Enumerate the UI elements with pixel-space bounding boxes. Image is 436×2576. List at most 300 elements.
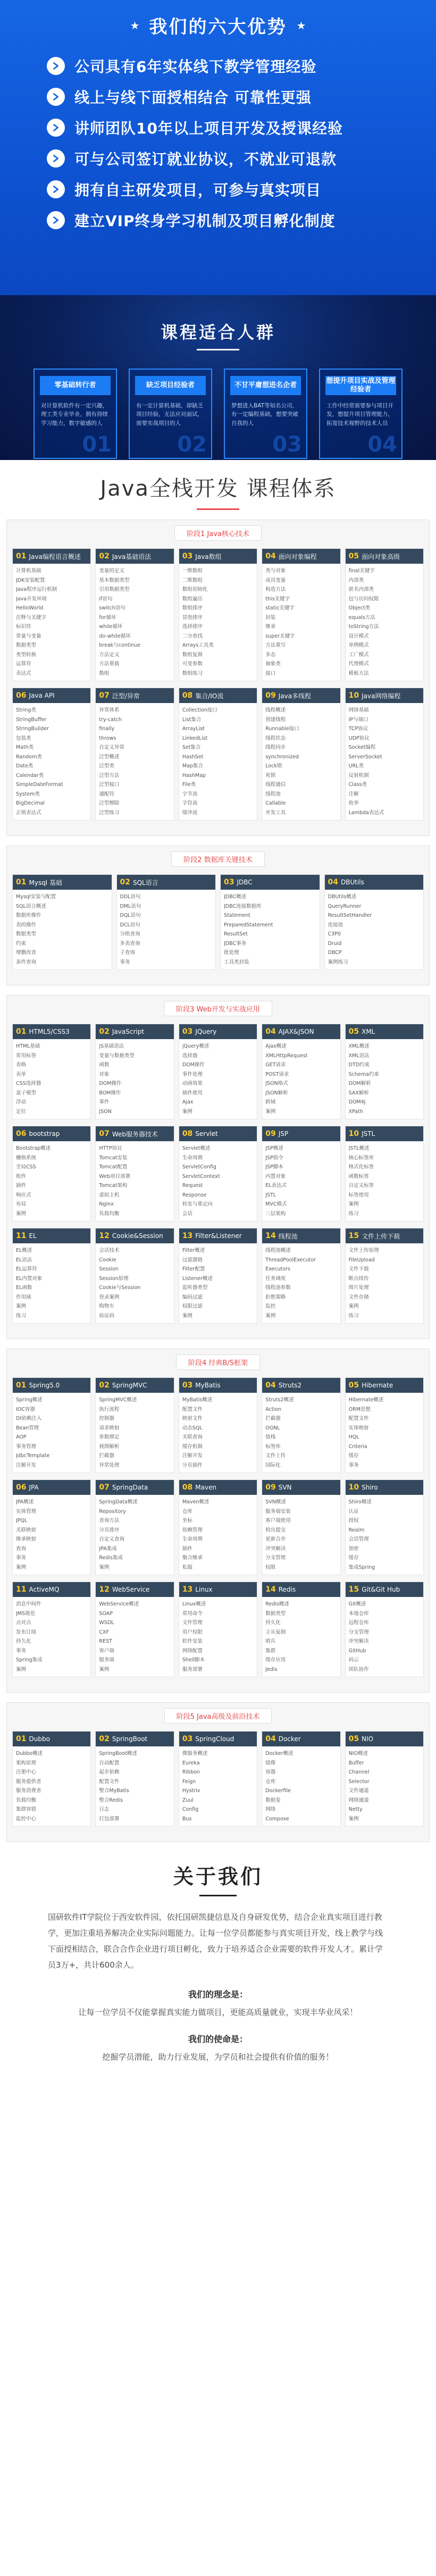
module-topic: 拦截器 [99, 1453, 114, 1459]
module-topic: 运算符 [16, 661, 31, 667]
module-topic: POST请求 [265, 1071, 289, 1077]
module-topic: TCP协议 [348, 726, 368, 732]
module-topic: 软件安装 [182, 1638, 203, 1644]
module-card [220, 874, 320, 970]
module-topic: 泛型擦除 [99, 800, 120, 806]
module-topic-list [13, 1243, 90, 1323]
module-topic: Calendar类 [16, 772, 44, 779]
module-topic: 线程池概述 [265, 1248, 291, 1253]
audience-card-desc: 对计算机软件有一定兴趣，理工类专业毕业，拥有持续学习能力，数字敏感的人 [41, 403, 108, 426]
module-topic: 练习 [348, 1210, 359, 1217]
module-topic: 集群容错 [16, 1806, 37, 1812]
module-topic: 通配符 [99, 791, 114, 797]
module-topic-list [262, 564, 340, 681]
module-title: Git&Git Hub [362, 1586, 400, 1593]
module-topic-list [96, 1141, 173, 1221]
module-topic: ResultSetHandler [328, 913, 372, 918]
module-header [13, 1582, 90, 1597]
module-topic: try-catch [99, 716, 122, 723]
module-topic: 响应式 [16, 1192, 31, 1198]
module-topic: 登录案例 [99, 1294, 120, 1300]
module-topic: Action [265, 1406, 281, 1412]
module-topic: 生命周期 [182, 1155, 203, 1161]
module-topic: HashMap [182, 772, 206, 779]
module-topic: 反射机制 [348, 772, 369, 779]
module-topic: 查询 [16, 1545, 27, 1552]
title-underline [197, 349, 239, 350]
module-topic: Tomcat架构 [99, 1183, 128, 1189]
module-topic: CXF [99, 1629, 110, 1635]
module-title: 文件上传下载 [362, 1232, 400, 1240]
module-card [12, 1024, 91, 1119]
module-topic: 案例 [348, 1201, 359, 1207]
module-topic: 接口 [265, 670, 276, 676]
module-title: Struts2 [278, 1382, 302, 1389]
module-topic: GitHub [348, 1647, 366, 1654]
module-topic: 事件 [99, 1099, 110, 1105]
module-topic: System类 [16, 791, 40, 797]
module-topic: Maven概述 [182, 1499, 209, 1505]
module-title: Redis [278, 1586, 296, 1593]
module-topic: 网络 [265, 1806, 276, 1812]
module-topic: 内部类 [348, 577, 364, 583]
module-number: 07 [99, 1130, 110, 1138]
module-topic: SimpleDateFormat [16, 782, 63, 788]
module-topic: 镜像 [265, 1760, 276, 1766]
module-number: 06 [16, 1483, 27, 1492]
module-topic: 子查询 [120, 950, 136, 956]
module-topic: 案例 [99, 1564, 110, 1570]
module-card [345, 1228, 424, 1324]
module-topic: 过滤器链 [182, 1257, 203, 1263]
module-title: JDBC [237, 879, 253, 886]
module-topic: 注册中心 [16, 1769, 37, 1775]
module-topic-list [179, 1746, 257, 1826]
module-topic: JSP脚本 [265, 1164, 283, 1170]
stage-header [12, 1001, 424, 1016]
module-number: 11 [16, 1232, 27, 1240]
module-number: 02 [99, 552, 110, 561]
audience-card-label: 不甘平庸想进名企者 [230, 376, 301, 395]
module-topic: Runnable接口 [265, 726, 299, 732]
module-header [262, 1228, 340, 1243]
module-card [179, 1126, 257, 1222]
module-topic: 继承映射 [16, 1536, 37, 1542]
module-topic-list [96, 1039, 173, 1119]
module-header [179, 1732, 257, 1746]
module-topic: HTML基础 [16, 1043, 40, 1049]
module-topic: 插件 [182, 1545, 192, 1552]
advantages-list [0, 51, 436, 236]
module-topic: jQuery概述 [182, 1043, 209, 1049]
module-topic: 批处理 [224, 950, 239, 956]
module-topic-list [13, 1393, 90, 1473]
module-topic: 远程仓库 [348, 1620, 369, 1626]
module-title: Java API [29, 692, 55, 699]
module-topic-list [13, 1039, 90, 1119]
module-topic: 点对点 [16, 1620, 31, 1626]
module-row [12, 688, 424, 821]
module-header [13, 1732, 90, 1746]
module-row [12, 1731, 424, 1827]
module-topic: 代理模式 [348, 661, 369, 667]
module-topic-list [179, 1141, 257, 1221]
module-number: 04 [265, 552, 276, 561]
module-row [12, 1126, 424, 1222]
module-number: 05 [348, 552, 359, 561]
module-topic: 线程概述 [265, 707, 286, 713]
module-topic: 依赖管理 [182, 1527, 203, 1533]
module-number: 02 [99, 1027, 110, 1036]
module-topic: 架构原理 [16, 1760, 37, 1766]
module-header [13, 1126, 90, 1141]
advantages-title: 我们的六大优势 [149, 16, 287, 38]
module-topic: Bean管理 [16, 1425, 39, 1431]
arrow-right-icon [47, 149, 65, 168]
module-topic: 实体映射 [348, 1425, 369, 1431]
module-topic-list [346, 703, 423, 820]
module-topic: 自定义查询 [99, 1536, 124, 1542]
module-topic: 表达式 [16, 670, 31, 676]
audience-card-desc: 梦想进入BAT等知名公司，有一定编程基础，想要突破自我的人 [231, 403, 298, 426]
module-topic: 泛型类 [99, 763, 114, 769]
module-topic: 缓存机制 [182, 1443, 203, 1450]
module-topic: LinkedList [182, 735, 208, 741]
module-card [345, 548, 424, 681]
module-topic: 模板方法 [348, 670, 369, 676]
module-topic: 泛型练习 [99, 809, 120, 816]
module-topic: Object类 [348, 605, 371, 611]
module-header [96, 1582, 173, 1597]
audience-card [224, 369, 307, 459]
module-topic: 负载均衡 [16, 1797, 37, 1803]
advantage-text: 建立VIP终身学习机制及项目孵化制度 [74, 212, 336, 230]
module-topic: 常用命令 [182, 1610, 203, 1617]
about-section [0, 1842, 436, 2071]
module-header [13, 1228, 90, 1243]
module-topic: 线程状态 [265, 735, 286, 741]
module-header [13, 1378, 90, 1393]
module-topic: Filter配置 [182, 1266, 205, 1272]
module-topic: final关键字 [348, 568, 375, 574]
module-header [13, 549, 90, 564]
module-topic: 案例 [348, 1303, 359, 1309]
module-topic: AOP [16, 1434, 27, 1440]
module-topic-list [13, 1141, 90, 1221]
module-topic: 案例 [16, 1666, 27, 1672]
module-topic-list [262, 1597, 340, 1677]
module-topic: Arrays工具类 [182, 642, 214, 648]
module-topic: break与continue [99, 642, 141, 648]
module-topic: 国际化 [265, 1462, 281, 1468]
module-title: Servlet [195, 1130, 218, 1138]
module-title: EL [29, 1232, 37, 1240]
module-topic: 成员变量 [265, 577, 286, 583]
module-card [345, 1377, 424, 1473]
module-number: 04 [265, 1735, 276, 1743]
module-topic: Spring概述 [16, 1397, 43, 1403]
module-topic: 缓冲流 [182, 809, 198, 816]
module-number: 01 [16, 1027, 27, 1036]
module-topic: 多态 [265, 651, 276, 658]
module-card [262, 1377, 340, 1473]
module-topic: Java开发环境 [16, 596, 47, 602]
module-header [262, 1378, 340, 1393]
module-topic: 本地仓库 [348, 1610, 369, 1617]
module-topic: SVN概述 [265, 1499, 286, 1505]
module-topic: 案例 [16, 1210, 27, 1217]
module-topic: 连接池 [328, 922, 343, 928]
module-card [116, 874, 216, 970]
module-card [95, 548, 174, 681]
module-card [12, 1377, 91, 1473]
module-topic: JS基础语法 [99, 1043, 124, 1049]
module-card [12, 1582, 91, 1677]
module-topic: 缓存应用 [265, 1657, 286, 1663]
module-topic: 三层架构 [265, 1210, 286, 1217]
module-topic: File类 [182, 782, 196, 788]
module-topic: 拦截器 [265, 1416, 281, 1421]
bottom-spacer [0, 2062, 436, 2071]
module-title: DBUtils [340, 879, 364, 886]
module-number: 10 [348, 691, 359, 700]
module-topic-list [179, 1243, 257, 1323]
module-card [262, 1731, 340, 1827]
module-topic: 数组练习 [182, 670, 203, 676]
module-topic: 团队协作 [348, 1666, 369, 1672]
module-topic: 认证 [348, 1508, 359, 1515]
module-topic: NIO概述 [348, 1751, 368, 1757]
module-topic: 数组排序 [182, 605, 203, 611]
module-topic: 图片处理 [348, 1285, 369, 1291]
module-topic: 购物车 [99, 1303, 114, 1309]
module-topic: 变量与数据类型 [99, 1052, 135, 1059]
module-title: JQuery [195, 1028, 217, 1035]
module-topic: 客户端使用 [265, 1518, 291, 1524]
module-topic: Hibernate概述 [348, 1397, 384, 1403]
module-header [262, 1126, 340, 1141]
module-topic-list [179, 1039, 257, 1119]
module-topic: 执行流程 [99, 1406, 120, 1412]
module-topic: 集群 [265, 1647, 276, 1654]
module-topic: Ajax概述 [265, 1043, 287, 1049]
module-title: Java数组 [195, 553, 222, 561]
module-number: 06 [16, 1130, 27, 1138]
module-card [179, 1377, 257, 1473]
module-topic: HQL [348, 1434, 359, 1440]
module-topic: 持久化 [265, 1620, 281, 1626]
module-topic: 自动配置 [99, 1760, 120, 1766]
module-topic: 变量的定义 [99, 568, 124, 574]
module-number: 02 [99, 1735, 110, 1743]
module-topic: 编码过滤 [182, 1294, 203, 1300]
module-topic: 冲突解决 [265, 1545, 286, 1552]
module-topic: for循环 [99, 614, 116, 621]
module-topic: 抽象类 [265, 661, 281, 667]
module-number: 13 [182, 1585, 193, 1594]
module-header [13, 688, 90, 703]
module-topic: 可变参数 [182, 661, 203, 667]
module-topic: 仓库 [265, 1778, 276, 1785]
module-topic-list [346, 1039, 423, 1119]
advantage-item [47, 112, 436, 143]
module-topic: SpringMVC概述 [99, 1397, 137, 1403]
module-topic: JPQL [16, 1518, 28, 1524]
stage-header [12, 525, 424, 541]
module-number: 07 [99, 691, 110, 700]
module-topic: 一维数组 [182, 568, 203, 574]
advantage-item [47, 174, 436, 205]
module-topic: 表的操作 [16, 922, 37, 928]
module-card [95, 1228, 174, 1324]
module-topic: JDBC概述 [224, 894, 247, 900]
module-topic: Map集合 [182, 763, 203, 769]
module-topic: 容器 [265, 1769, 276, 1775]
module-topic: this关键字 [265, 596, 290, 602]
module-number: 14 [265, 1585, 276, 1594]
module-title: XML [362, 1028, 375, 1035]
module-topic: 加密 [348, 1545, 359, 1552]
module-topic: 分页排序 [99, 1527, 120, 1533]
module-card [95, 1024, 174, 1119]
module-topic-list [179, 703, 257, 820]
module-title: JavaScript [112, 1028, 145, 1035]
advantage-item [47, 143, 436, 174]
module-topic: 练习 [348, 1312, 359, 1319]
module-topic: 数组 [99, 670, 110, 676]
mission-text: 让每一位学员不仅能掌握真实能力做项目，更能高质量就业，实现丰华业风采！ [78, 2008, 358, 2017]
module-topic: C3P0 [328, 931, 341, 937]
module-topic: WebService概述 [99, 1601, 139, 1607]
module-topic: Selector [348, 1778, 370, 1785]
module-title: MyBatis [195, 1382, 221, 1389]
module-card [179, 548, 257, 681]
module-topic: 函数标签 [348, 1173, 369, 1180]
advantage-text: 线上与线下面授相结合 可靠性更强 [74, 89, 312, 106]
module-topic: 发布订阅 [16, 1629, 37, 1635]
about-body: 国研软件IT学院位于西安软件园，依托国研凯捷信息及自身研发优势，结合企业真实项目进行教学，更加注重培养解决企业实际问题能力。让每一位学员都能参与真实项目开发，线上教学与线下面授相结合，联合合作企业进行项目孵化，致力于培养适合企业需要的软件开发人才。累计学员3万+，共计600余人。 [48, 1912, 383, 1970]
module-topic: SpringData概述 [99, 1499, 138, 1505]
module-topic: Cookie与Session [99, 1285, 141, 1291]
module-topic: ArrayList [182, 726, 205, 732]
module-topic: 仓库 [182, 1508, 192, 1515]
audience-card [319, 369, 403, 459]
module-title: 泛型/异常 [112, 692, 140, 700]
module-topic: 设计模式 [348, 633, 369, 639]
module-header [262, 1582, 340, 1597]
module-row [12, 1377, 424, 1473]
module-header [96, 688, 173, 703]
module-header [346, 1480, 423, 1495]
module-row [12, 1228, 424, 1324]
module-topic: 案例 [99, 1666, 110, 1672]
module-topic: 授权 [348, 1518, 359, 1524]
module-topic: 配置文件 [182, 1406, 203, 1412]
module-card [12, 1479, 91, 1575]
module-topic: Git概述 [348, 1601, 366, 1607]
audience-card-number: 01 [82, 432, 112, 457]
module-topic: 整合Redis [99, 1797, 123, 1803]
module-topic: JSON [99, 1108, 112, 1115]
module-title: JSP [278, 1130, 289, 1138]
module-topic: OGNL [265, 1425, 280, 1431]
module-title: HTML5/CSS3 [29, 1028, 70, 1035]
module-topic: 更新合并 [265, 1536, 286, 1542]
module-title: SpringBoot [112, 1735, 148, 1743]
module-topic: XML概述 [348, 1043, 370, 1049]
audience-card-label: 缺乏项目经验者 [135, 376, 206, 395]
module-number: 01 [16, 1735, 27, 1743]
module-topic: 打包部署 [99, 1816, 120, 1822]
module-number: 12 [99, 1585, 110, 1594]
module-topic: 会话 [182, 1210, 192, 1217]
module-topic: 自定义标签 [348, 1183, 374, 1189]
module-topic: 案例 [265, 1108, 276, 1115]
module-topic: 会话管理 [348, 1536, 369, 1542]
module-topic: 自定义异常 [99, 745, 124, 750]
module-topic: EL语法 [16, 1257, 32, 1263]
module-topic: 事务 [120, 959, 130, 965]
module-topic: 单例模式 [348, 642, 369, 648]
module-topic: 起步依赖 [99, 1769, 120, 1775]
module-topic: 常用标签 [16, 1052, 37, 1059]
arrow-right-icon [47, 88, 65, 106]
module-title: ActiveMQ [29, 1586, 60, 1593]
module-topic: Schema约束 [348, 1071, 379, 1077]
module-card [12, 1126, 91, 1222]
module-topic: JPA集成 [99, 1545, 117, 1552]
module-topic: 监控 [265, 1303, 276, 1309]
module-topic: IP与端口 [348, 716, 368, 723]
module-topic-list [96, 1243, 173, 1323]
module-number: 12 [99, 1232, 110, 1240]
module-topic: 生命周期 [182, 1536, 203, 1542]
module-topic: 断点续传 [348, 1275, 369, 1282]
module-number: 01 [16, 552, 27, 561]
module-topic: 日志 [99, 1806, 110, 1812]
module-topic: Jedis [265, 1666, 278, 1672]
module-topic: 数组遍历 [182, 596, 203, 602]
module-topic: 文件管理 [182, 1620, 203, 1626]
module-topic: 基本数据类型 [99, 577, 130, 583]
module-topic: JDBC连接数据库 [224, 903, 262, 909]
module-topic-list [96, 1597, 173, 1677]
module-topic: Random类 [16, 754, 42, 760]
advantage-item [47, 205, 436, 236]
module-topic: 案例 [16, 1303, 27, 1309]
module-topic: Statement [224, 913, 250, 918]
module-topic: 方法重写 [265, 642, 286, 648]
module-title: Java基础语法 [112, 553, 152, 561]
stage-label: 阶段1 Java核心技术 [174, 525, 262, 541]
module-topic: Shiro概述 [348, 1499, 372, 1505]
module-topic: StringBuffer [16, 716, 47, 723]
module-topic: 标识符 [16, 624, 31, 630]
module-topic: 匿名内部类 [348, 587, 374, 592]
module-topic: 客户端 [99, 1647, 114, 1654]
module-topic: UDP协议 [348, 735, 370, 741]
advantage-text: 可与公司签订就业协议，不就业可退款 [74, 150, 337, 168]
module-topic: JSON格式 [265, 1081, 288, 1086]
module-topic: Zuul [182, 1797, 194, 1803]
module-topic: Criteria [348, 1443, 367, 1450]
module-topic: 构造方法 [265, 587, 286, 592]
module-header [346, 1228, 423, 1243]
module-topic: Struts2概述 [265, 1397, 294, 1403]
module-topic-list [96, 1746, 173, 1826]
module-title: 面向对象高级 [362, 553, 400, 561]
module-topic: 值栈 [265, 1434, 276, 1440]
